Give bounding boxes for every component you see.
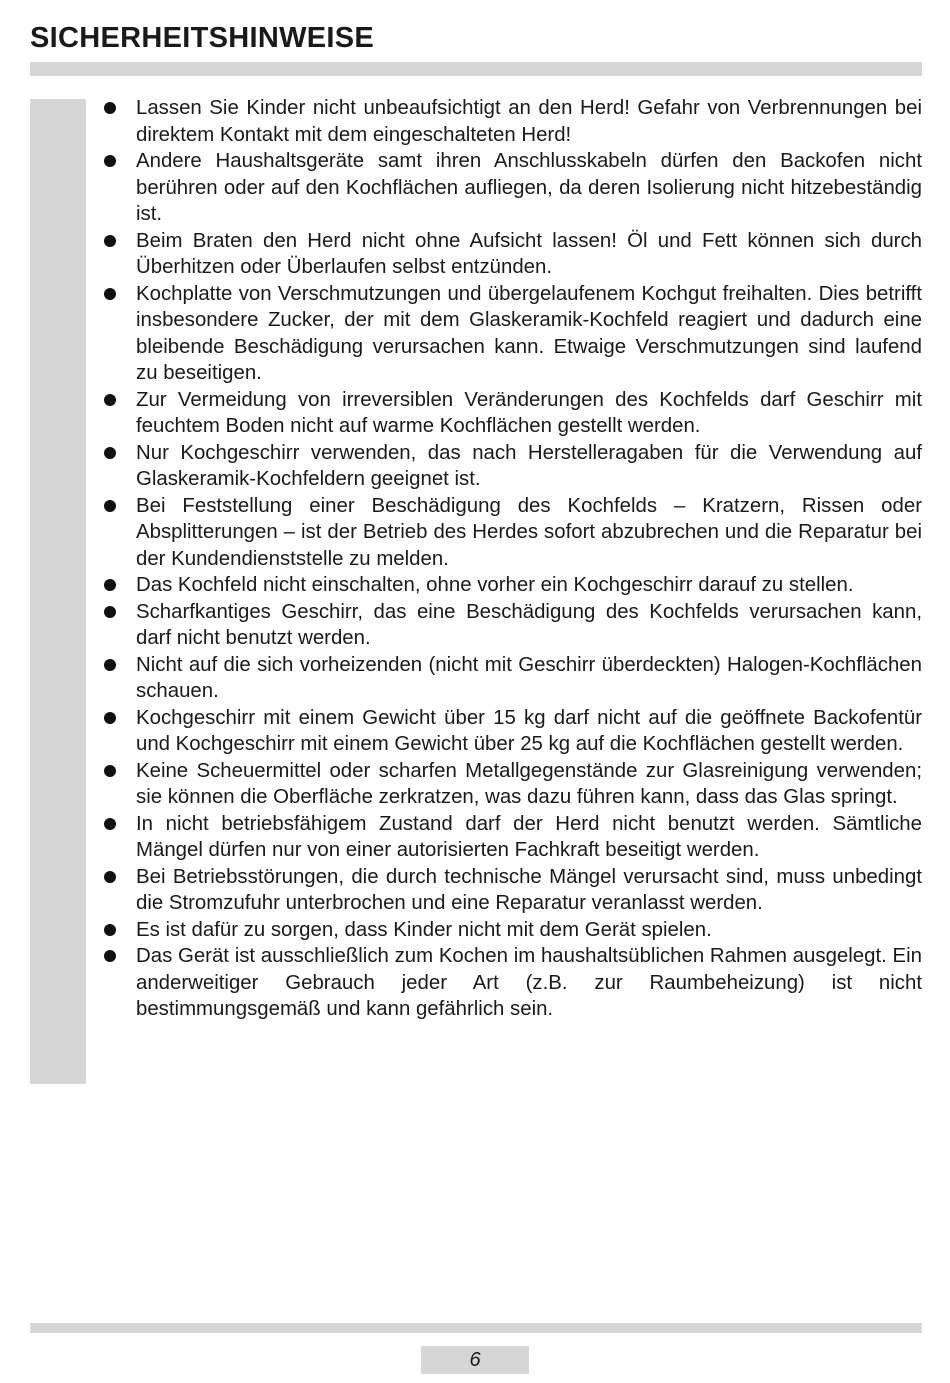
list-item-text: Beim Braten den Herd nicht ohne Aufsicht lassen! Öl und Fett können sich durch Überhitzen oder Überlaufen selbst entzünden.	[136, 229, 922, 278]
bullet-dot-icon	[104, 871, 116, 883]
side-margin-bar	[30, 99, 86, 1084]
list-item-text: Bei Feststellung einer Beschädigung des Kochfelds – Kratzern, Rissen oder Absplitterungen – ist der Betrieb des Herdes sofort abzubrechen und die Reparatur bei der Kundendienststelle zu melden.	[136, 494, 922, 570]
list-item-text: Keine Scheuermittel oder scharfen Metallgegenstände zur Glasreinigung verwenden; sie können die Oberfläche zerkratzen, was dazu führen kann, dass das Glas springt.	[136, 759, 922, 808]
list-item-text: Andere Haushaltsgeräte samt ihren Anschlusskabeln dürfen den Backofen nicht berühren oder auf den Kochflächen aufliegen, da deren Isolierung nicht hitzebeständig ist.	[136, 150, 922, 225]
list-item-text: Nicht auf die sich vorheizenden (nicht mit Geschirr überdeckten) Halogen-Kochflächen schauen.	[136, 653, 922, 702]
list-item	[100, 281, 922, 387]
bullet-dot-icon	[104, 950, 116, 962]
bullet-dot-icon	[104, 818, 116, 830]
bullet-dot-icon	[104, 579, 116, 591]
list-item-text: Scharfkantiges Geschirr, das eine Beschädigung des Kochfelds verursachen kann, darf nicht benutzt werden.	[136, 600, 922, 649]
list-item-text: Zur Vermeidung von irreversiblen Veränderungen des Kochfelds darf Geschirr mit feuchtem Boden nicht auf warme Kochflächen gestellt werden.	[136, 388, 922, 437]
list-item-text: Kochgeschirr mit einem Gewicht über 15 kg darf nicht auf die geöffnete Backofentür und Kochgeschirr mit einem Gewicht über 25 kg auf die Kochflächen gestellt werden.	[136, 706, 922, 755]
list-item	[100, 148, 922, 228]
bullet-dot-icon	[104, 924, 116, 936]
list-item	[100, 95, 922, 148]
bullet-dot-icon	[104, 447, 116, 459]
list-item-text: Es ist dafür zu sorgen, dass Kinder nicht mit dem Gerät spielen.	[136, 918, 712, 941]
header-divider	[30, 62, 922, 76]
list-item	[100, 705, 922, 758]
bullet-dot-icon	[104, 606, 116, 618]
list-item	[100, 493, 922, 573]
list-item	[100, 572, 922, 599]
page-title: SICHERHEITSHINWEISE	[30, 22, 375, 54]
bullet-dot-icon	[104, 659, 116, 671]
bullet-dot-icon	[104, 288, 116, 300]
bullet-dot-icon	[104, 155, 116, 167]
list-item	[100, 652, 922, 705]
bullet-dot-icon	[104, 765, 116, 777]
list-item-text: Das Kochfeld nicht einschalten, ohne vorher ein Kochgeschirr darauf zu stellen.	[136, 574, 854, 596]
footer-divider	[30, 1323, 922, 1333]
list-item	[100, 758, 922, 811]
safety-instructions-list	[100, 95, 922, 1023]
list-item-text: Nur Kochgeschirr verwenden, das nach Herstelleragaben für die Verwendung auf Glaskeramik-Kochfeldern geeignet ist.	[136, 441, 922, 490]
list-item	[100, 599, 922, 652]
list-item-text: In nicht betriebsfähigem Zustand darf der Herd nicht benutzt werden. Sämtliche Mängel dürfen nur von einer autorisierten Fachkraft beseitigt werden.	[136, 812, 922, 861]
list-item	[100, 440, 922, 493]
bullet-dot-icon	[104, 102, 116, 114]
page-number: 6	[421, 1346, 529, 1374]
list-item-text: Das Gerät ist ausschließlich zum Kochen im haushaltsüblichen Rahmen ausgelegt. Ein anderweitiger Gebrauch jeder Art (z.B. zur Raumbeheizung) ist nicht bestimmungsgemäß und kann gefährlich sein.	[136, 945, 922, 1020]
list-item-text: Bei Betriebsstörungen, die durch technische Mängel verursacht sind, muss unbedingt die Stromzufuhr unterbrochen und eine Reparatur veranlasst werden.	[136, 865, 922, 914]
bullet-dot-icon	[104, 500, 116, 512]
list-item	[100, 228, 922, 281]
list-item	[100, 387, 922, 440]
bullet-dot-icon	[104, 394, 116, 406]
list-item	[100, 811, 922, 864]
list-item	[100, 917, 922, 944]
bullet-dot-icon	[104, 235, 116, 247]
list-item-text: Kochplatte von Verschmutzungen und übergelaufenem Kochgut freihalten. Dies betrifft insbesondere Zucker, der mit dem Glaskeramik-Kochfeld reagiert und dadurch eine bleibende Beschädigung verursachen kann. Etwaige Verschmutzungen sind laufend zu beseitigen.	[136, 282, 922, 384]
bullet-dot-icon	[104, 712, 116, 724]
list-item	[100, 864, 922, 917]
list-item-text: Lassen Sie Kinder nicht unbeaufsichtigt an den Herd! Gefahr von Verbrennungen bei direktem Kontakt mit dem eingeschalteten Herd!	[136, 97, 922, 146]
list-item	[100, 943, 922, 1023]
